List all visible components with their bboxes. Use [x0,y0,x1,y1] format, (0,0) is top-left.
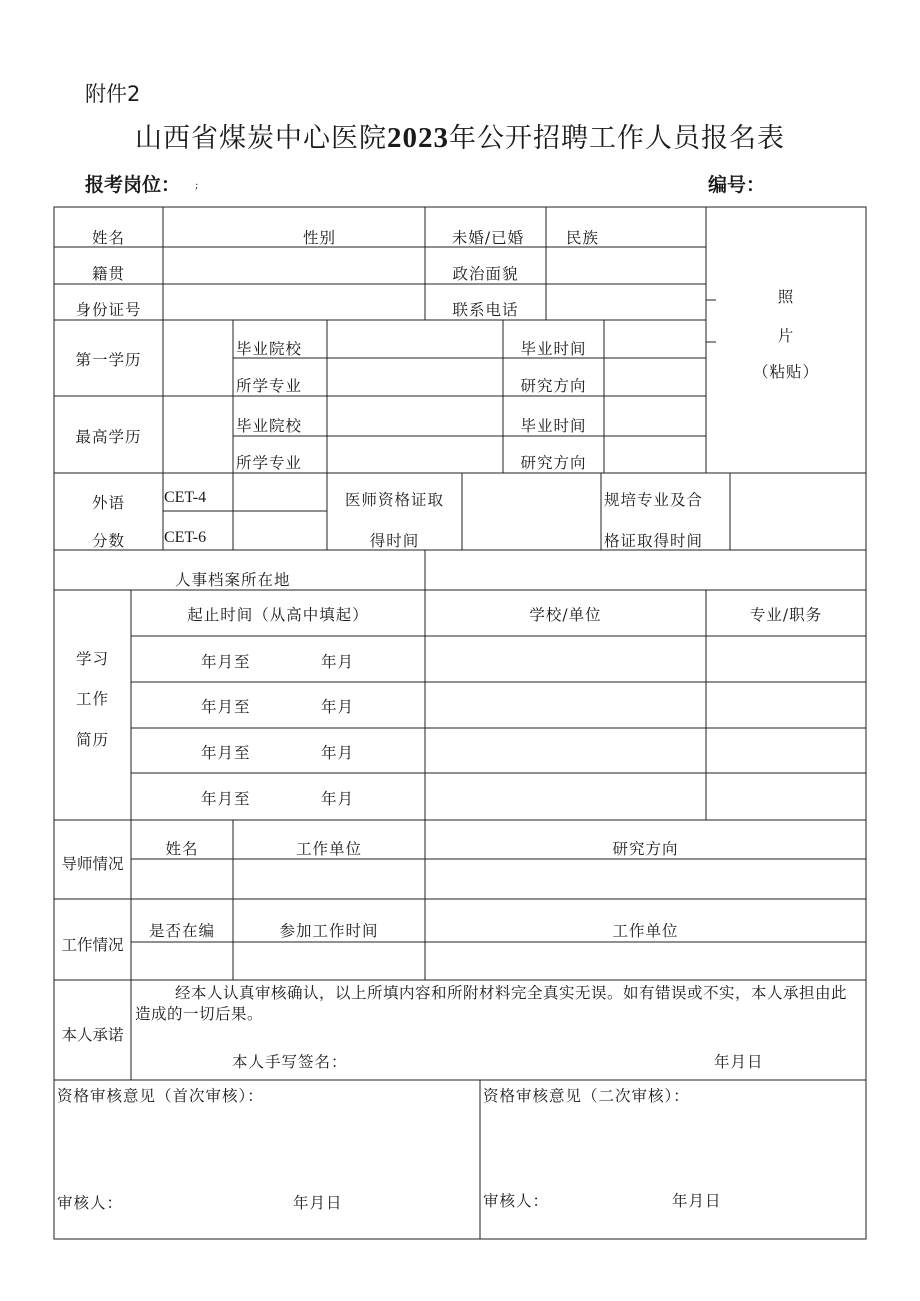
label-political-status: 政治面貌 [452,265,519,283]
label-research-1: 研究方向 [520,377,587,395]
second-review-date: 年月日 [672,1192,722,1210]
label-foreign-lang-2: 分数 [91,532,125,550]
label-grad-time-1: 毕业时间 [520,340,587,358]
promise-text: 经本人认真审核确认，以上所填内容和所附材料完全真实无误。如有错误或不实，本人承担由此造成的一切后果。 [135,984,848,1023]
resume-label-2: 工作 [75,690,109,708]
number-label: 编号： [708,174,766,196]
label-native-place: 籍贯 [91,265,125,283]
label-cet6: CET-6 [164,529,207,546]
resume-row-3-from: 年月至 [201,744,251,762]
label-training-cert-1: 规培专业及合 [604,491,704,509]
label-major-1: 所学专业 [236,377,303,395]
mentor-unit-header: 工作单位 [295,840,362,858]
resume-row-4-from: 年月至 [201,790,251,808]
promise-date: 年月日 [714,1053,764,1071]
title-year: 2023 [387,122,449,154]
label-ethnicity: 民族 [566,229,600,247]
annex-label: 附件2 [85,82,141,106]
label-archive-location: 人事档案所在地 [175,571,291,589]
resume-row-3-to: 年月 [321,744,355,762]
resume-row-2-from: 年月至 [201,698,251,716]
work-label: 工作情况 [61,936,124,954]
label-major-2: 所学专业 [236,454,303,472]
label-marital: 未婚/已婚 [451,229,525,247]
resume-org-header: 学校/单位 [529,606,602,624]
label-doctor-cert-2: 得时间 [369,532,420,550]
label-grad-time-2: 毕业时间 [520,417,587,435]
work-on-staff-header: 是否在编 [148,922,215,940]
signature-label: 本人手写签名： [232,1053,348,1071]
photo-label-3: （粘贴） [752,363,819,381]
label-gender: 性别 [302,229,336,247]
label-first-degree: 第一学历 [75,351,142,369]
post-mark: ; [195,180,199,191]
label-phone: 联系电话 [452,301,519,319]
post-label: 报考岗位： [85,174,181,196]
resume-row-1-to: 年月 [321,653,355,671]
first-review-label: 资格审核意见（首次审核）： [57,1087,264,1105]
mentor-label: 导师情况 [61,855,124,873]
second-reviewer-label: 审核人： [483,1192,550,1210]
label-id-number: 身份证号 [75,301,142,319]
label-training-cert-2: 格证取得时间 [604,532,704,550]
second-review-label: 资格审核意见（二次审核）： [483,1087,690,1105]
resume-period-header: 起止时间（从高中填起） [187,606,369,624]
first-reviewer-label: 审核人： [57,1194,124,1212]
resume-label-1: 学习 [75,650,109,668]
resume-row-1-from: 年月至 [201,653,251,671]
label-research-2: 研究方向 [520,454,587,472]
first-review-date: 年月日 [293,1194,343,1212]
photo-label-2: 片 [777,327,795,345]
resume-row-2-to: 年月 [321,698,355,716]
resume-row-4-to: 年月 [321,790,355,808]
title-suffix: 年公开招聘工作人员报名表 [449,123,785,154]
resume-label-3: 简历 [75,731,109,749]
mentor-research-header: 研究方向 [612,840,679,858]
promise-label: 本人承诺 [61,1026,124,1044]
label-name: 姓名 [91,229,125,247]
work-start-time-header: 参加工作时间 [279,922,379,940]
label-doctor-cert-1: 医师资格证取 [344,491,444,509]
label-highest-degree: 最高学历 [75,428,142,446]
label-foreign-lang-1: 外语 [91,494,125,512]
resume-role-header: 专业/职务 [749,606,823,624]
work-unit-header: 工作单位 [612,922,679,940]
label-school-1: 毕业院校 [236,340,303,358]
title-prefix: 山西省煤炭中心医院 [135,123,387,154]
photo-label-1: 照 [777,288,795,306]
label-cet4: CET-4 [164,489,207,506]
mentor-name-header: 姓名 [165,840,199,858]
label-school-2: 毕业院校 [236,417,303,435]
